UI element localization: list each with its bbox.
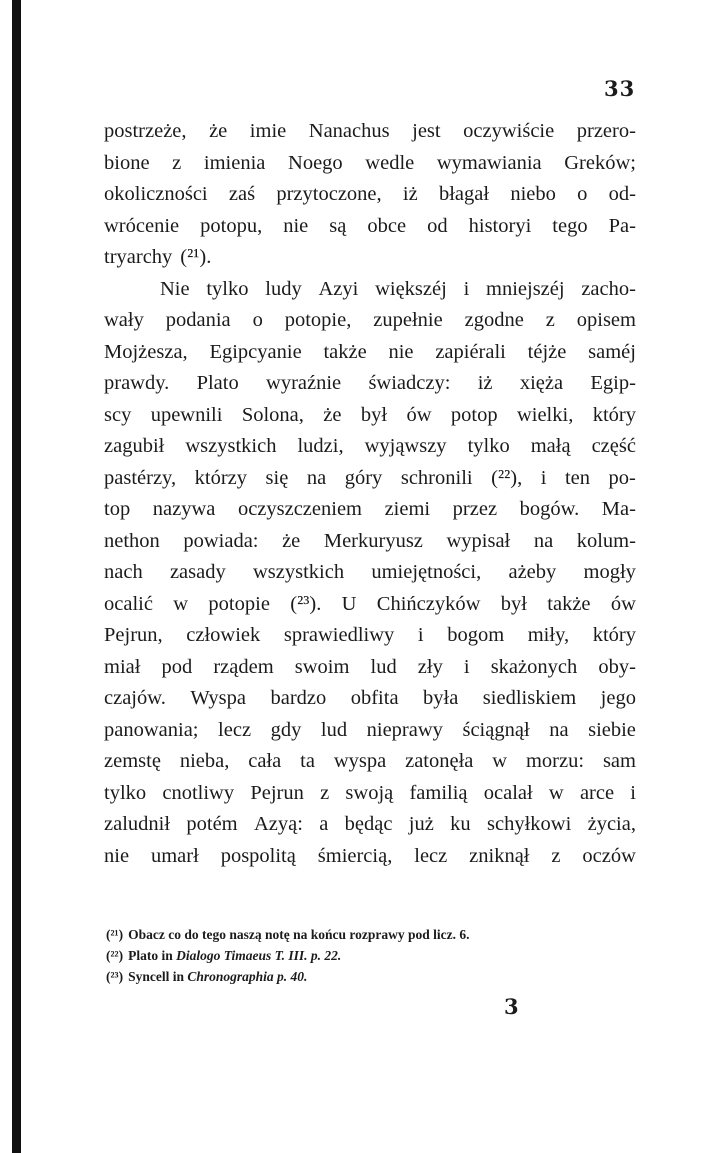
word: że <box>323 403 342 426</box>
word: morzu: <box>525 750 585 772</box>
word: (²³). <box>290 592 322 615</box>
word: imienia <box>203 151 266 174</box>
word: siedliskiem <box>482 687 577 709</box>
word: potop <box>450 403 498 426</box>
word: że <box>282 529 301 552</box>
word: od <box>427 214 448 237</box>
word: i <box>463 277 470 300</box>
word: zemstę <box>104 750 161 772</box>
word: lecz <box>218 718 252 741</box>
page-number: 33 <box>604 76 636 101</box>
word: zagubił <box>104 435 165 457</box>
text-line <box>104 778 636 810</box>
word: Nie <box>160 277 190 300</box>
word: świadczy: <box>368 372 451 394</box>
word: także <box>547 592 591 615</box>
word: wrócenie <box>104 214 180 237</box>
word: śmiercią, <box>317 844 393 867</box>
word: w <box>492 750 508 772</box>
text-line <box>104 841 636 873</box>
word: przytoczone, <box>276 183 382 205</box>
word: w <box>173 592 189 615</box>
word: U <box>341 592 357 615</box>
word: pospolitą <box>220 844 296 867</box>
word: obce <box>367 214 407 237</box>
word: tylko <box>206 277 249 300</box>
word: lud <box>370 655 397 678</box>
word: schyłkowi <box>487 813 572 835</box>
word: sam <box>602 750 636 772</box>
word: był <box>360 403 388 426</box>
word: Egip- <box>590 372 636 394</box>
word: niebo <box>510 183 556 205</box>
footnote-citation: Dialogo Timaeus T. III. p. 22. <box>176 948 342 963</box>
word: tryarchy <box>104 246 173 268</box>
word: zgodne <box>464 309 524 331</box>
word: zacho- <box>581 277 636 300</box>
word: lud <box>320 718 348 741</box>
word: ten <box>564 466 591 489</box>
word: czajów. <box>104 687 166 709</box>
text-line <box>104 557 636 589</box>
text-line <box>104 211 636 243</box>
text-line <box>104 242 636 274</box>
word: wymawiania <box>436 151 542 174</box>
word: wyraźnie <box>266 372 342 394</box>
text-line <box>104 809 636 841</box>
word: umiejętności, <box>371 561 482 583</box>
word: zatonęła <box>405 750 474 772</box>
word: zapiérali <box>435 340 506 363</box>
word: na <box>306 466 327 489</box>
word: nie <box>388 340 414 363</box>
word: potopu, <box>200 214 263 237</box>
text-line <box>104 494 636 526</box>
word: iż <box>477 372 493 394</box>
footnote-text: Obacz co do tego naszą notę na końcu rozprawy pod licz. 6. <box>128 927 470 942</box>
word: że <box>209 120 228 142</box>
word: ocalić <box>104 592 153 615</box>
text-line <box>104 431 636 463</box>
word: nie <box>104 844 130 867</box>
word: nethon <box>104 529 160 552</box>
text-line <box>104 368 636 400</box>
word: który <box>592 624 636 646</box>
word: tego <box>552 214 588 237</box>
word: pastérzy, <box>104 466 177 489</box>
word: Wyspa <box>190 687 247 709</box>
word: Plato <box>196 372 239 394</box>
word: rządem <box>213 655 274 678</box>
word: pod <box>161 655 193 678</box>
word: Solona, <box>241 403 304 426</box>
word: wały <box>104 309 144 331</box>
word: obfita <box>350 687 399 709</box>
word: góry <box>344 466 383 489</box>
word: zaludnił <box>104 813 171 835</box>
word: ów <box>610 592 636 615</box>
text-line <box>104 746 636 778</box>
word: panowania; <box>104 718 199 741</box>
word: z <box>320 781 330 804</box>
word: téjże <box>527 340 567 363</box>
text-line <box>104 589 636 621</box>
text-line <box>104 179 636 211</box>
word: umarł <box>150 844 199 867</box>
signature-mark: 3 <box>504 994 519 1019</box>
word: iż <box>402 183 418 205</box>
footnote-number: (²¹) <box>106 927 124 942</box>
word: podania <box>165 309 231 331</box>
word: Pa- <box>608 214 636 237</box>
word: zły <box>417 655 443 678</box>
word: na <box>549 718 569 741</box>
word: ów <box>406 403 432 426</box>
footnote-number: (²²) <box>106 948 124 963</box>
word: bione <box>104 151 150 174</box>
text-line <box>104 400 636 432</box>
text-line <box>104 116 636 148</box>
word: schronili <box>400 466 473 489</box>
word: bogów. <box>519 498 580 520</box>
word: mogły <box>583 561 636 583</box>
word: nieba, <box>179 750 230 772</box>
word: skażonych <box>490 655 578 678</box>
word: także <box>323 340 367 363</box>
word: Pejrun <box>250 781 304 804</box>
word: nazywa <box>152 498 216 520</box>
word: wszystkich <box>185 435 277 457</box>
footnote-citation: Chronographia p. 40. <box>187 969 308 984</box>
word: ludy <box>265 277 302 300</box>
word: z <box>551 844 561 867</box>
word: ludzi, <box>297 435 344 457</box>
word: arce <box>579 781 615 804</box>
text-line <box>104 274 636 306</box>
footnote-text: Plato in <box>128 948 173 963</box>
word: sprawiedliwy <box>283 624 395 646</box>
word: i <box>630 781 636 804</box>
word: błagał <box>438 183 490 205</box>
word: Azyą: <box>253 813 303 835</box>
word: mniejszéj <box>486 277 565 300</box>
word: przez <box>452 498 498 520</box>
word: Azyi <box>318 277 359 300</box>
word: nieprawy <box>366 718 443 741</box>
word: ściągnął <box>462 718 530 741</box>
word: wyjąwszy <box>364 435 447 457</box>
word: była <box>423 687 459 709</box>
word: potém <box>186 813 238 835</box>
word: top <box>104 498 131 520</box>
word: (²¹). <box>180 246 212 268</box>
word: Mojżesza, <box>104 340 188 363</box>
word: wielki, <box>516 403 574 426</box>
footnote-text: Syncell in <box>128 969 184 984</box>
word: i <box>417 624 424 646</box>
word: życia, <box>587 813 636 835</box>
word: saméj <box>588 340 636 363</box>
word: Ma- <box>601 498 636 520</box>
word: i <box>540 466 547 489</box>
footnote <box>106 966 626 987</box>
word: wedle <box>365 151 415 174</box>
word: był <box>500 592 527 615</box>
word: Chińczyków <box>376 592 481 615</box>
text-line <box>104 620 636 652</box>
word: już <box>408 813 434 835</box>
word: Egipcyanie <box>209 340 302 363</box>
word: oczów <box>582 844 636 867</box>
word: gdy <box>270 718 302 741</box>
word: prawdy. <box>104 372 170 394</box>
word: Pejrun, <box>104 624 163 646</box>
word: wszystkich <box>252 561 345 583</box>
word: jego <box>600 687 636 709</box>
word: o <box>577 183 588 205</box>
word: małą <box>530 435 571 457</box>
footnotes <box>106 924 626 987</box>
word: się <box>265 466 289 489</box>
word: w <box>548 781 564 804</box>
word: miał <box>104 655 141 678</box>
word: oczyszczeniem <box>237 498 362 520</box>
word: przero- <box>576 120 636 142</box>
word: imie <box>249 120 287 142</box>
word: część <box>591 435 636 457</box>
word: (²²), <box>491 466 523 489</box>
word: nach <box>104 561 143 583</box>
word: swoim <box>294 655 350 678</box>
word: potopie <box>208 592 270 615</box>
text-line <box>104 715 636 747</box>
text-line <box>104 683 636 715</box>
book-spine-edge <box>12 0 21 1153</box>
word: familią <box>409 781 468 804</box>
word: historyi <box>468 214 532 237</box>
word: cała <box>248 750 282 772</box>
word: o <box>252 309 263 331</box>
word: od- <box>608 183 636 205</box>
footnote <box>106 945 626 966</box>
word: Merkuryusz <box>323 529 423 552</box>
word: scy <box>104 403 132 426</box>
word: bogom <box>447 624 505 646</box>
word: z <box>172 151 182 174</box>
word: nie <box>283 214 309 237</box>
footnote-number: (²³) <box>106 969 124 984</box>
word: i <box>463 655 470 678</box>
word: są <box>329 214 347 237</box>
word: siebie <box>588 718 636 741</box>
word: potopie, <box>284 309 352 331</box>
word: większéj <box>375 277 447 300</box>
word: który <box>592 403 636 426</box>
word: ziemi <box>384 498 431 520</box>
text-line <box>104 652 636 684</box>
word: jest <box>412 120 441 142</box>
body-text <box>104 116 636 872</box>
word: będąc <box>344 813 393 835</box>
word: lecz <box>414 844 448 867</box>
text-line <box>104 148 636 180</box>
word: powiada: <box>183 529 259 552</box>
word: wypisał <box>446 529 511 552</box>
word: ku <box>450 813 471 835</box>
word: cnotliwy <box>162 781 235 804</box>
word: swoją <box>345 781 394 804</box>
word: po- <box>608 466 636 489</box>
word: oczywiście <box>463 120 555 142</box>
word: zniknął <box>469 844 530 867</box>
word: tylko <box>104 781 147 804</box>
word: Nanachus <box>308 120 390 142</box>
word: wyspa <box>333 750 387 772</box>
word: miły, <box>527 624 570 646</box>
word: człowiek <box>186 624 261 646</box>
word: okoliczności <box>104 183 208 205</box>
text-line <box>104 463 636 495</box>
word: ocalał <box>483 781 533 804</box>
word: postrzeże, <box>104 120 187 142</box>
word: Greków; <box>564 151 636 174</box>
word: tylko <box>467 435 510 457</box>
word: zupełnie <box>373 309 443 331</box>
word: z <box>545 309 555 331</box>
text-line <box>104 337 636 369</box>
word: ażeby <box>508 561 557 583</box>
word: Noego <box>288 151 343 174</box>
word: na <box>533 529 554 552</box>
word: oby- <box>598 655 636 678</box>
text-line <box>104 305 636 337</box>
word: zaś <box>228 183 256 205</box>
word: bardzo <box>270 687 327 709</box>
word: którzy <box>194 466 247 489</box>
word: opisem <box>576 309 636 331</box>
footnote <box>106 924 626 945</box>
word: upewnili <box>150 403 223 426</box>
word: xięża <box>519 372 564 394</box>
word: kolum- <box>576 529 636 552</box>
word: zasady <box>169 561 226 583</box>
word: ta <box>300 750 315 772</box>
word: a <box>319 813 329 835</box>
text-line <box>104 526 636 558</box>
